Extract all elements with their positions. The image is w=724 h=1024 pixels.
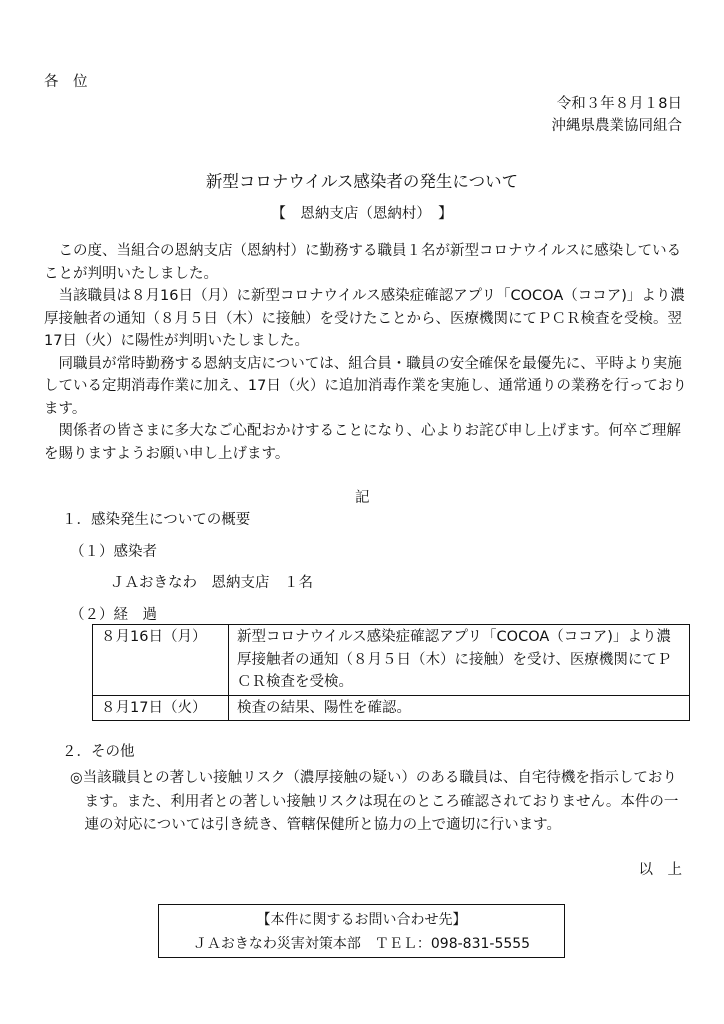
addressee: 各 位	[44, 74, 88, 90]
contact-line: ＪＡおきなわ災害対策本部 ＴＥＬ：098-831-5555	[192, 936, 531, 952]
timeline-date: ８月17日（火）	[93, 695, 229, 721]
section2-text	[70, 767, 690, 838]
section2-heading: ２．その他	[62, 744, 135, 760]
progress-label: （２）経 過	[70, 607, 157, 623]
branch-subtitle: 【 恩納支店（恩納村） 】	[271, 206, 453, 222]
section2-paragraph: ◎当該職員との著しい接触リスク（濃厚接触の疑い）のある職員は、自宅待機を指示しております。また、利用者との著しい接触リスクは現在のところ確認されておりません。本件の一連の対応については引き続き、管轄保健所と協力の上で適切に行います。	[70, 770, 679, 833]
timeline-date: ８月16日（月）	[93, 625, 229, 696]
timeline-text: 検査の結果、陽性を確認。	[229, 695, 690, 721]
timeline-table	[92, 624, 690, 721]
sender-organization: 沖縄県農業協同組合	[551, 118, 682, 134]
timeline-text: 新型コロナウイルス感染症確認アプリ「COCOA（ココア)」より濃厚接触者の通知（８月５日（木）に接触）を受け、医療機関にてＰＣＲ検査を受検。	[229, 625, 690, 696]
paragraph: この度、当組合の恩納支店（恩納村）に勤務する職員１名が新型コロナウイルスに感染していることが判明いたしました。	[44, 243, 682, 282]
closing: 以 上	[638, 862, 682, 878]
document-title: 新型コロナウイルス感染者の発生について	[205, 172, 519, 191]
table-row	[93, 625, 690, 696]
paragraph: 関係者の皆さまに多大なご心配おかけすることになり、心よりお詫び申し上げます。何卒ご理解を賜りますようお願い申し上げます。	[44, 423, 681, 462]
paragraph: 同職員が常時勤務する恩納支店については、組合員・職員の安全確保を最優先に、平時より実施している定期消毒作業に加え、17日（火）に追加消毒作業を実施し、通常通りの業務を行っております。	[44, 355, 687, 417]
body-text	[44, 240, 694, 465]
infected-value: ＪＡおきなわ 恩納支店 １名	[110, 575, 313, 591]
document-date: 令和３年８月１8日	[556, 96, 682, 112]
ki-label: 記	[355, 490, 370, 506]
paragraph: 当該職員は８月16日（月）に新型コロナウイルス感染症確認アプリ「COCOA（ココア)」より濃厚接触者の通知（８月５日（木）に接触）を受けたことから、医療機関にてＰＣＲ検査を受検。翌17日（火）に陽性が判明いたしました。	[44, 288, 685, 349]
infected-label: （１）感染者	[70, 544, 157, 560]
contact-box	[158, 904, 565, 958]
contact-heading: 【本件に関するお問い合わせ先】	[256, 912, 467, 928]
section1-heading: １．感染発生についての概要	[62, 512, 251, 528]
table-row	[93, 695, 690, 721]
